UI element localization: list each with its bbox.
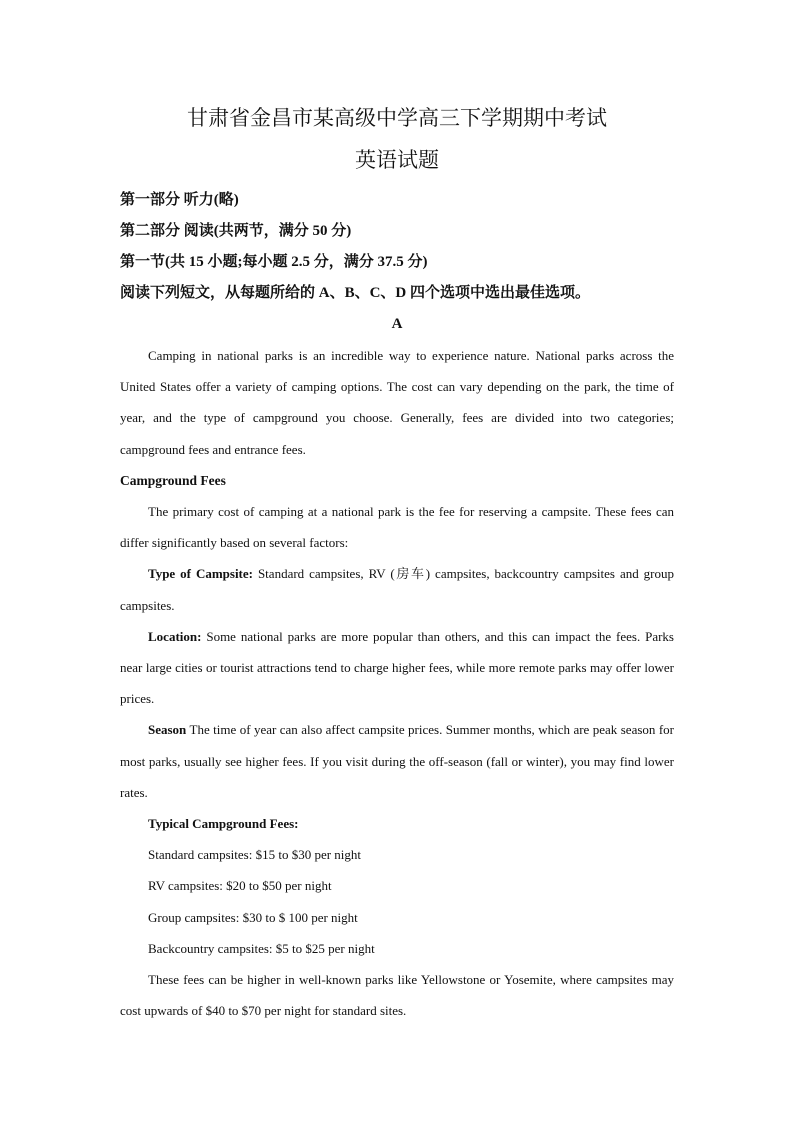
part-two-heading: 第二部分 阅读(共两节，满分 50 分) — [120, 223, 352, 239]
campground-fees-heading: Campground Fees — [120, 472, 226, 488]
season-paragraph — [120, 714, 674, 808]
location-paragraph — [120, 621, 674, 715]
section-one-heading: 第一节(共 15 小题;每小题 2.5 分，满分 37.5 分) — [120, 254, 428, 270]
part-one-heading: 第一部分 听力(略) — [120, 192, 239, 208]
intro-paragraph: Camping in national parks is an incredible way to experience nature. National parks across the United States offer a variety of camping options. The cost can vary depending on the park, the time of year, and the type of campground you choose. Generally, fees are divided into two categories; campground fees and entrance fees. — [120, 348, 674, 457]
passage-letter: A — [391, 316, 403, 332]
fee-line-standard: Standard campsites: $15 to $30 per night — [148, 847, 362, 863]
location-text: Some national parks are more popular than others, and this can impact the fees. Parks near large cities or tourist attractions tend to charge higher fees, while more remote parks may offer lower prices. — [120, 628, 674, 707]
type-label: Type of Campsite: — [148, 566, 253, 582]
typical-fees-heading: Typical Campground Fees: — [148, 816, 299, 832]
season-label: Season — [148, 722, 187, 738]
fee-line-rv: RV campsites: $20 to $50 per night — [148, 878, 332, 894]
closing-paragraph: These fees can be higher in well-known parks like Yellowstone or Yosemite, where campsites may cost upwards of $40 to $70 per night for standard sites. — [120, 972, 674, 1019]
season-text: The time of year can also affect campsite prices. Summer months, which are peak season for most parks, usually see higher fees. If you visit during the off-season (fall or winter), you may find lower rates. — [120, 722, 674, 800]
location-label: Location: — [148, 628, 202, 644]
exam-subtitle: 英语试题 — [355, 148, 439, 172]
type-text: Standard campsites, RV (房车) campsites, backcountry campsites and group campsites. — [120, 566, 674, 613]
fee-line-group: Group campsites: $30 to $ 100 per night — [148, 909, 358, 925]
fee-line-backcountry: Backcountry campsites: $5 to $25 per night — [148, 940, 375, 956]
exam-title: 甘肃省金昌市某高级中学高三下学期期中考试 — [187, 106, 607, 130]
exam-page — [120, 100, 674, 1026]
instruction-text: 阅读下列短文，从每题所给的 A、B、C、D 四个选项中选出最佳选项。 — [120, 285, 591, 301]
campground-paragraph: The primary cost of camping at a national park is the fee for reserving a campsite. These fees can differ significantly based on several factors: — [120, 504, 674, 551]
type-of-campsite-paragraph — [120, 558, 674, 620]
